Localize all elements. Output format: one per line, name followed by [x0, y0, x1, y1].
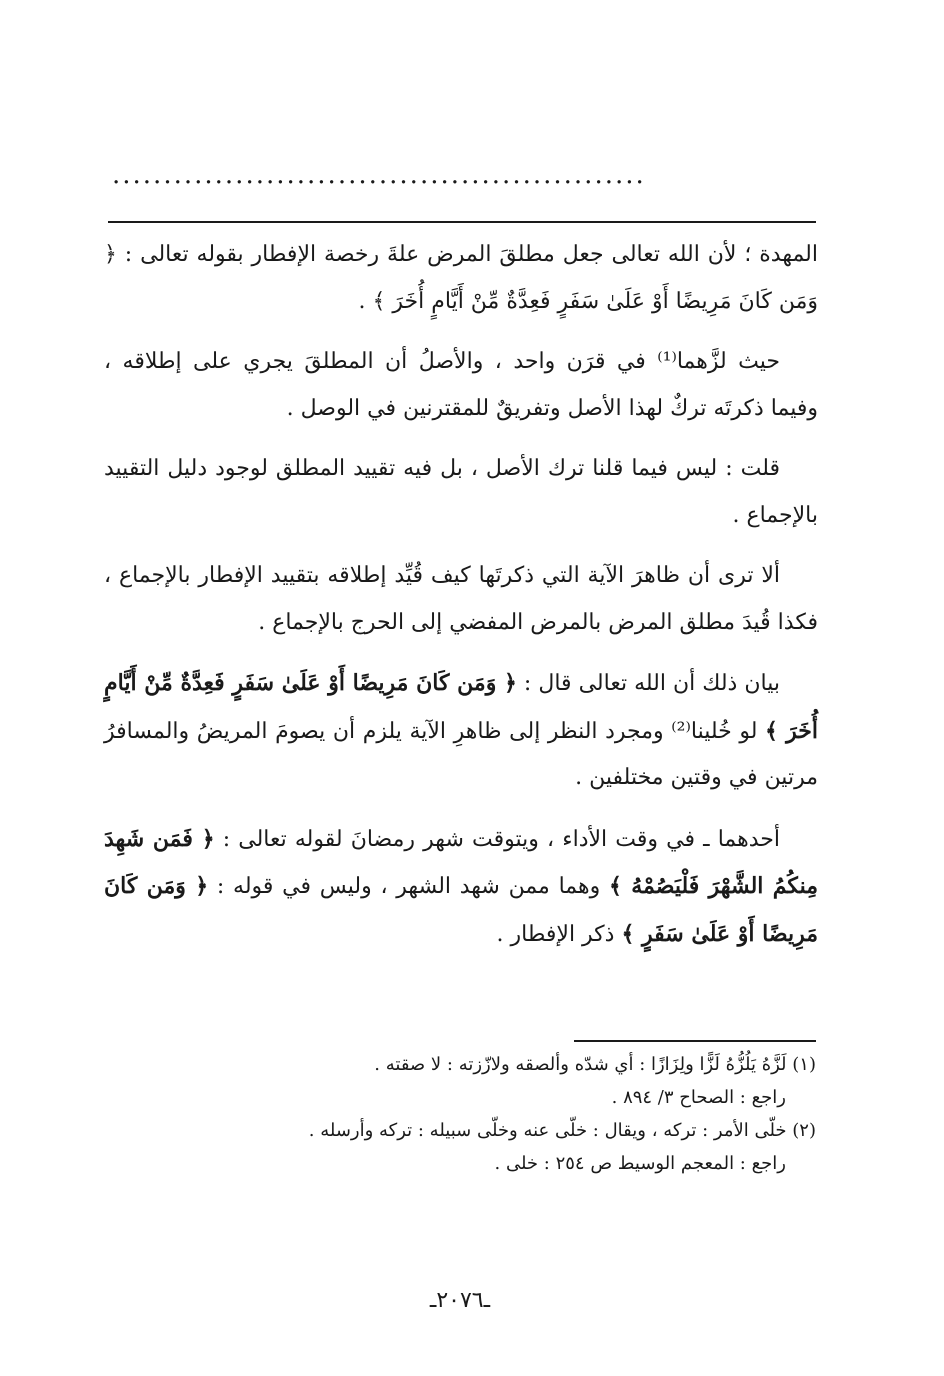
- paragraph-6-rest: ذكر الإفطار .: [496, 921, 622, 947]
- paragraph-6: [104, 816, 818, 959]
- paragraph-6-lead: أحدهما ـ في وقت الأداء ، ويتوقت شهر رمضانَ لقوله تعالى :: [214, 826, 780, 852]
- paragraph-4: ألا ترى أن ظاهرَ الآية التي ذكرتَها كيف قُيِّد إطلاقه بتقييد الإفطار بالإجماع ، فكذا قُيدَ مطلق المرض بالمرض المفضي إلى الحرج بالإجماع .: [104, 563, 818, 635]
- paragraph-3: قلت : ليس فيما قلنا ترك الأصل ، بل فيه تقييد المطلق لوجود دليل التقييد بالإجماع .: [104, 456, 818, 528]
- paragraph-5-rest: لو خُلينا⁽²⁾ ومجرد النظر إلى ظاهرِ الآية يلزم أن يصومَ المريضُ والمسافرُ مرتين في وقتين مختلفين .: [104, 718, 818, 790]
- footnote-rule: [574, 1040, 816, 1042]
- paragraph-1: المهدة ؛ لأن الله تعالى جعل مطلقَ المرض علةَ رخصة الإفطار بقوله تعالى : ﴿ وَمَن كَانَ مَرِيضًا أَوْ عَلَىٰ سَفَرٍ فَعِدَّةٌ مِّنْ أَيَّامٍ أُخَرَ ﴾ .: [104, 242, 818, 314]
- footnote-1-reference: راجع : الصحاح ٣/ ٨٩٤ .: [611, 1087, 786, 1108]
- top-rule: [108, 221, 816, 223]
- main-text: [104, 232, 818, 972]
- paragraph-5-lead: بيان ذلك أن الله تعالى قال :: [516, 671, 780, 696]
- continuation-dots: ....................................................: [112, 160, 646, 190]
- quran-verse: ﴿ وَمَن كَانَ مَرِيضًا أَوْ عَلَىٰ سَفَرٍ ﴾: [104, 873, 818, 947]
- footnote-1: (١) لَزَّهُ يَلُزُّهُ لَزًّا ولِزَازًا : أي شدّه وألصقه ولازّزته : لا صقته .: [374, 1054, 816, 1075]
- paragraph-6-mid: وهما ممن شهد الشهر ، وليس في قوله :: [208, 874, 609, 899]
- quran-verse: ﴿ فَمَن شَهِدَ مِنكُمُ الشَّهْرَ فَلْيَصُمْهُ ﴾: [104, 825, 818, 899]
- paragraph-2: حيث لزَّهما⁽¹⁾ في قرَن واحد ، والأصلُ أن المطلقَ يجري على إطلاقه ، وفيما ذكرتَه تركٌ لهذا الأصل وتفريقٌ للمقترنين في الوصل .: [104, 349, 818, 421]
- page-number: ـ٢٠٧٦ـ: [429, 1288, 491, 1313]
- footnote-2: (٢) خلّى الأمر : تركه ، ويقال : خلّى عنه وخلّى سبيله : تركه وأرسله .: [308, 1120, 816, 1141]
- quran-verse: ﴿ وَمَن كَانَ مَرِيضًا أَوْ عَلَىٰ سَفَرٍ فَعِدَّةٌ مِّنْ أَيَّامٍ أُخَرَ ﴾: [104, 670, 818, 744]
- footnotes: [200, 1048, 816, 1180]
- footnote-2-reference: راجع : المعجم الوسيط ص ٢٥٤ : خلى .: [494, 1153, 786, 1174]
- paragraph-5: [104, 660, 818, 802]
